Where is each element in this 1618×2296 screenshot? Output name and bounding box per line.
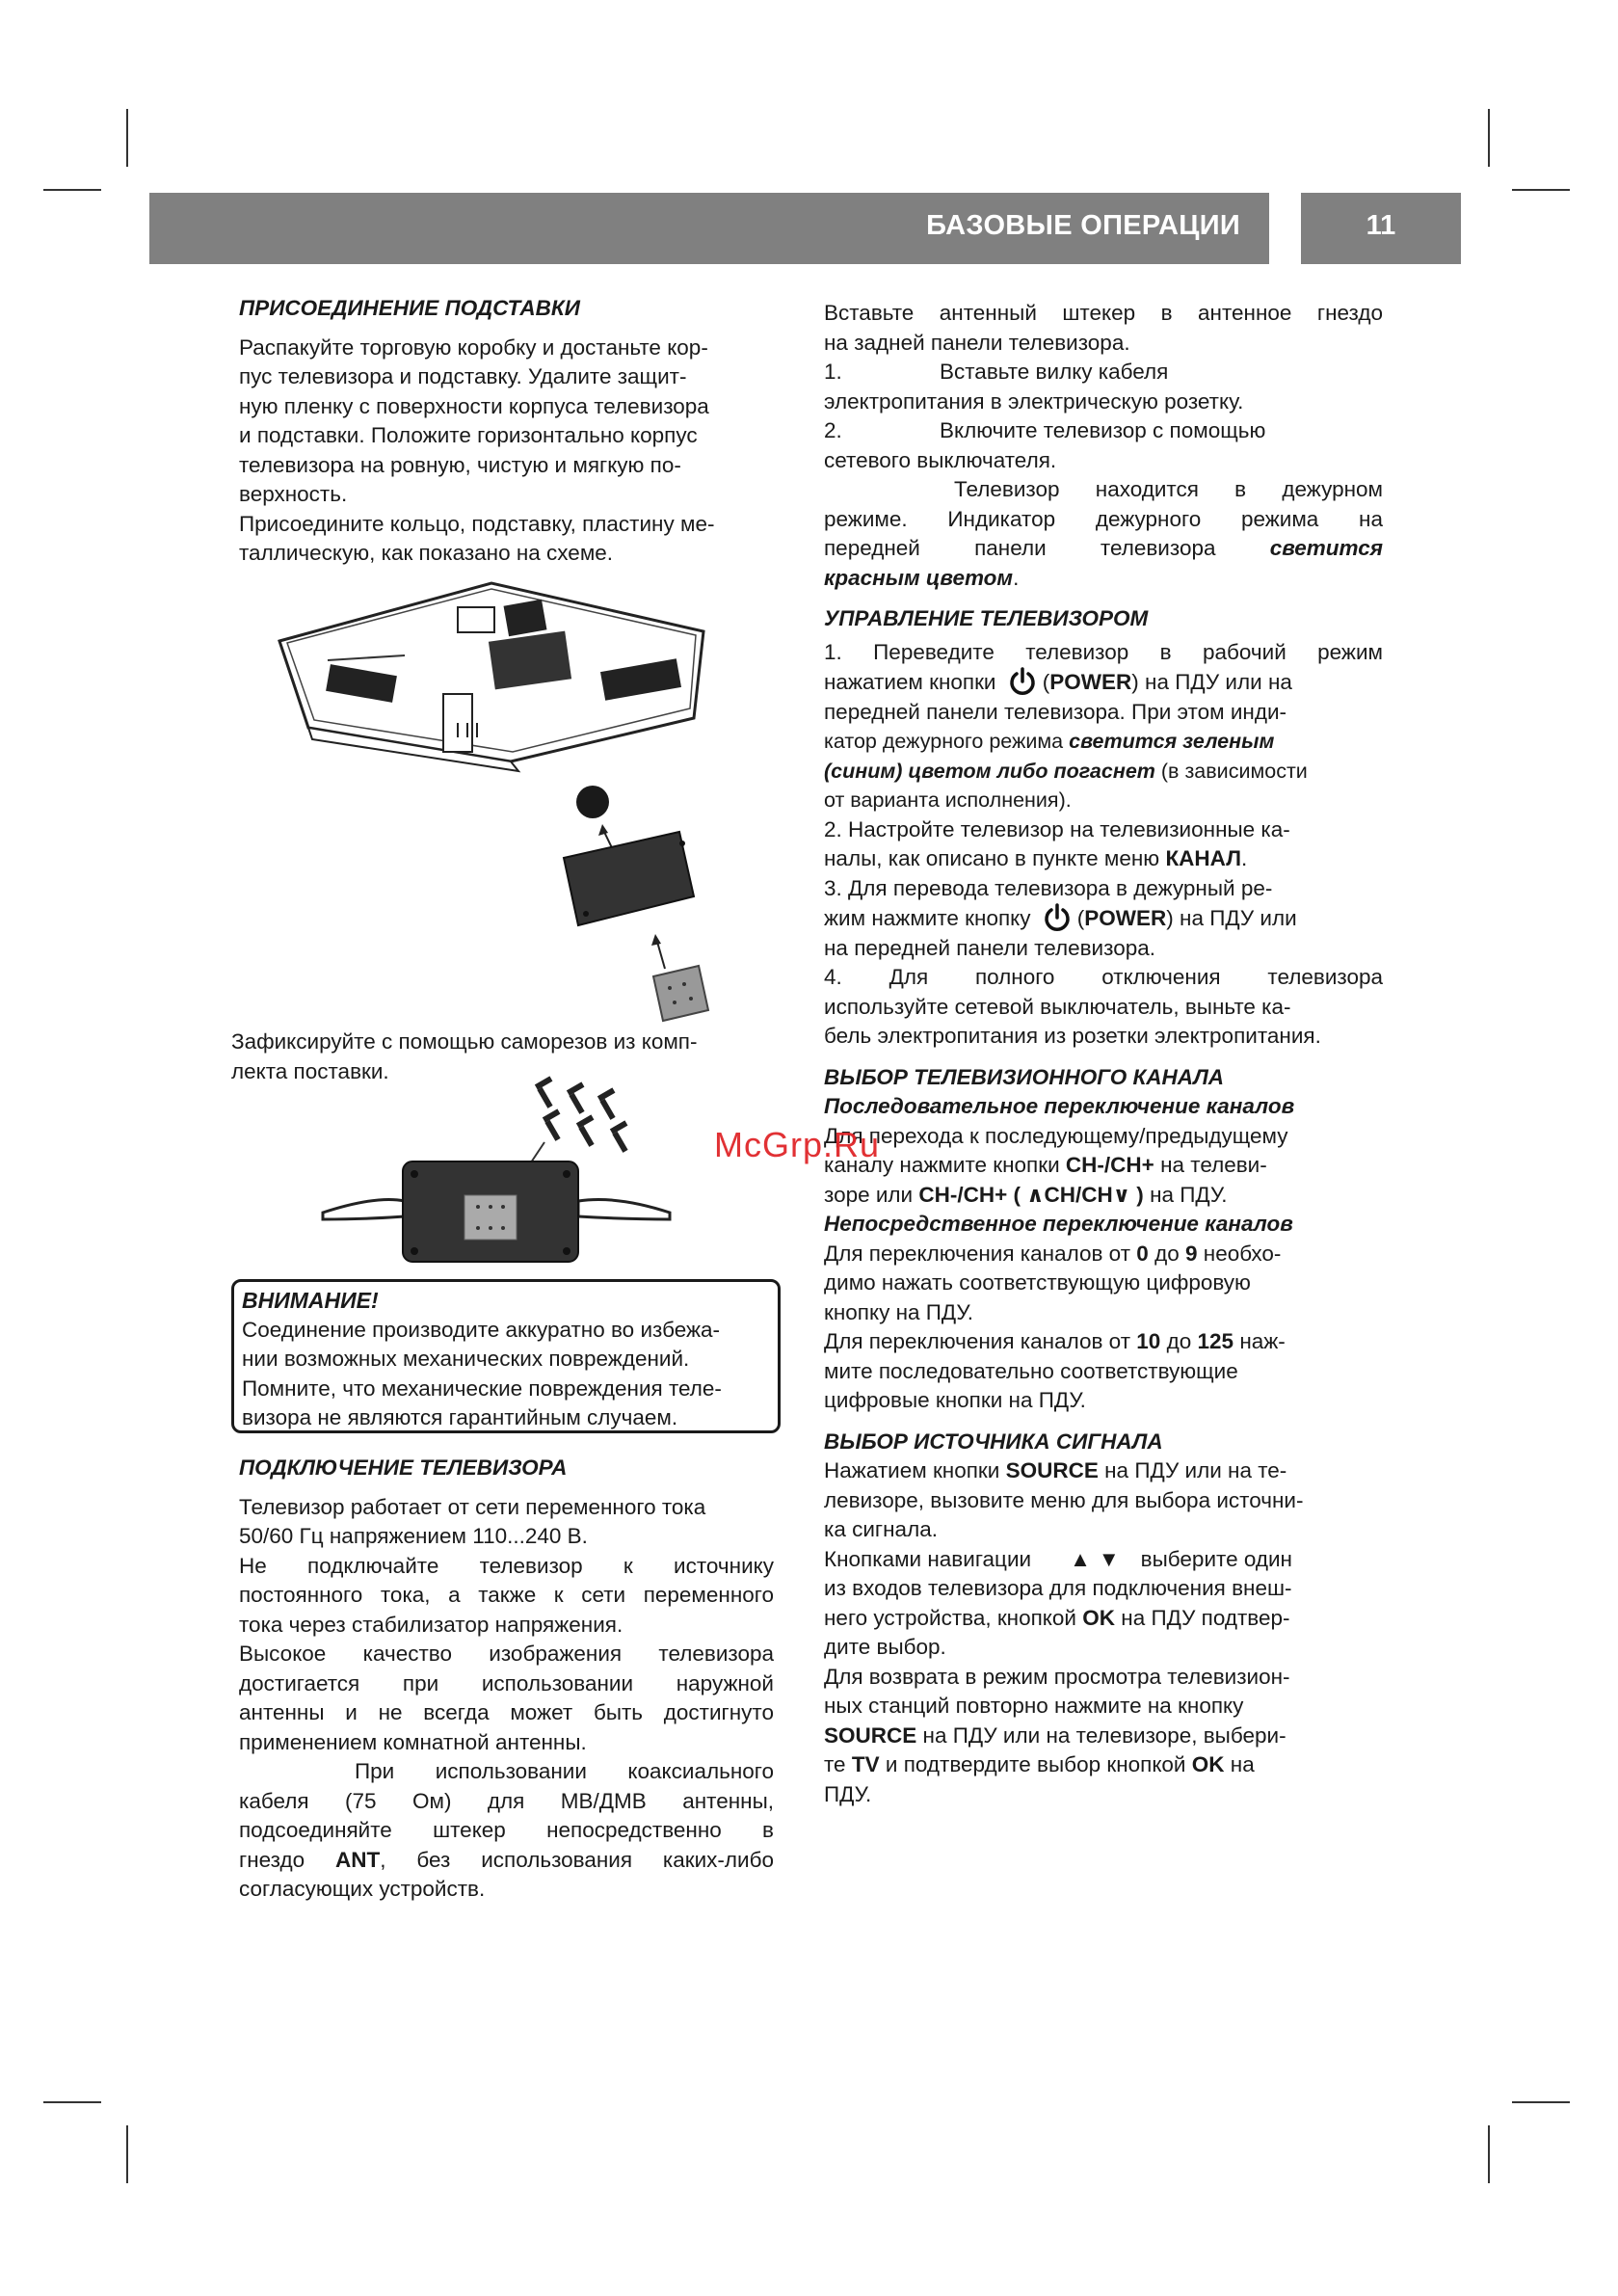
channel-heading: ВЫБОР ТЕЛЕВИЗИОННОГО КАНАЛА [824, 1064, 1225, 1089]
text-fragment: (в зависимости [1160, 759, 1308, 783]
source-button-label: SOURCE [824, 1722, 917, 1748]
text-line [239, 1846, 774, 1876]
text-line [824, 1545, 1383, 1575]
text-line: постоянного тока, а также к сети переменного [239, 1583, 774, 1607]
text-fragment: нажатием кнопки [824, 670, 996, 694]
text-line: от варианта исполнения). [824, 788, 1072, 812]
text-line: Распакуйте торговую коробку и достаньте кор- [239, 334, 708, 360]
text-line: электропитания в электрическую розетку. [824, 388, 1244, 414]
text-line: ных станций повторно нажмите на кнопку [824, 1694, 1244, 1718]
step-number: 2. [824, 418, 842, 442]
text-line: тока через стабилизатор напряжения. [239, 1612, 623, 1637]
text-line: Для возврата в режим просмотра телевизион- [824, 1664, 1290, 1689]
text-fragment: на ПДУ или на те- [1104, 1458, 1287, 1482]
text-line: режиме. Индикатор дежурного режима на [824, 506, 1383, 531]
text-line: на задней панели телевизора. [824, 330, 1130, 355]
ok-button-label: OK [1191, 1752, 1225, 1776]
text-fragment: Для переключения каналов от [824, 1329, 1131, 1353]
stand-assembly-diagram [270, 564, 732, 1046]
number-label: 9 [1184, 1241, 1198, 1266]
power-button-label: POWER [1084, 906, 1167, 930]
source-heading: ВЫБОР ИСТОЧНИКА СИГНАЛА [824, 1428, 1163, 1454]
text-fragment: Включите телевизор с помощью [940, 418, 1266, 442]
section-title: БАЗОВЫЕ ОПЕРАЦИИ [926, 210, 1240, 241]
text-line: 1. Переведите телевизор в рабочий режим [824, 639, 1383, 664]
section-header-bar [149, 193, 1269, 264]
text-line: 50/60 Гц напряжением 110...240 В. [239, 1524, 588, 1548]
text-line: лекта поставки. [231, 1058, 389, 1083]
text-fragment: на телеви- [1160, 1153, 1267, 1177]
emphasis-text: светится зеленым [1069, 730, 1275, 753]
text-line [824, 1456, 1383, 1486]
menu-item-label: КАНАЛ [1165, 846, 1241, 870]
source-button-label: SOURCE [1005, 1458, 1099, 1482]
stand-section [239, 294, 779, 569]
connect-heading: ПОДКЛЮЧЕНИЕ ТЕЛЕВИЗОРА [239, 1455, 568, 1480]
channel-buttons-label: CH-/CH+ ( ∧CH/CH∨ ) [918, 1182, 1144, 1207]
text-line: бель электропитания из розетки электропитания. [824, 1024, 1321, 1048]
text-line [824, 534, 1383, 564]
text-fragment: зоре или [824, 1182, 914, 1207]
text-line [824, 1151, 1383, 1181]
crop-mark [1512, 189, 1570, 191]
crop-mark [126, 2125, 128, 2183]
text-line [824, 1327, 1383, 1357]
number-label: 10 [1136, 1329, 1161, 1353]
number-label: 125 [1197, 1329, 1234, 1353]
text-line [824, 844, 1383, 874]
text-fragment: Нажатием кнопки [824, 1458, 1000, 1482]
warning-title: ВНИМАНИЕ! [242, 1288, 379, 1313]
text-line: димо нажать соответствующую цифровую [824, 1270, 1251, 1295]
text-line: Вставьте антенный штекер в антенное гнездо [824, 301, 1383, 325]
text-line: Высокое качество изображения телевизора [239, 1642, 774, 1666]
text-line: Телевизор находится в дежурном [954, 477, 1383, 501]
text-line: Зафиксируйте с помощью саморезов из комп- [231, 1029, 698, 1054]
text-fragment: выберите один [1140, 1546, 1292, 1571]
text-fragment: необхо- [1203, 1241, 1282, 1266]
subheading: Последовательное переключение каналов [824, 1094, 1295, 1118]
power-button-label: POWER [1049, 670, 1132, 694]
text-line [824, 1750, 1383, 1780]
channel-buttons-label: CH-/CH+ [1065, 1153, 1154, 1177]
text-fragment: , без использования каких-либо [380, 1847, 774, 1872]
text-fragment: налы, как описано в пункте меню [824, 846, 1160, 870]
text-line: антенны и не всегда может быть достигнуто [239, 1700, 774, 1724]
power-icon [1041, 903, 1074, 932]
text-line: Телевизор работает от сети переменного тока [239, 1494, 706, 1519]
text-fragment: наж- [1239, 1329, 1286, 1353]
text-line [824, 1604, 1383, 1634]
text-line [824, 1240, 1383, 1269]
ok-button-label: OK [1082, 1605, 1115, 1630]
right-column [824, 299, 1383, 1809]
text-line: кнопку на ПДУ. [824, 1299, 973, 1324]
text-line: 3. Для перевода телевизора в дежурный ре- [824, 875, 1273, 900]
text-line: на передней панели телевизора. [824, 935, 1155, 960]
text-fragment: и подтвердите выбор кнопкой [885, 1752, 1186, 1776]
text-line [824, 727, 1383, 757]
text-line: дите выбор. [824, 1635, 946, 1659]
text-line: цифровые кнопки на ПДУ. [824, 1388, 1086, 1412]
watermark: McGrp.Ru [714, 1125, 881, 1164]
emphasis-text: (синим) цветом либо погаснет [824, 759, 1155, 783]
crop-mark [1488, 109, 1490, 167]
text-fragment: передней панели телевизора [824, 536, 1216, 560]
control-heading: УПРАВЛЕНИЕ ТЕЛЕВИЗОРОМ [824, 606, 1149, 630]
crop-mark [1512, 2101, 1570, 2103]
text-line: пус телевизора и подставку. Удалите защит- [239, 364, 687, 388]
text-line: согласующих устройств. [239, 1877, 486, 1901]
text-fragment: жим нажмите кнопку [824, 906, 1031, 930]
crop-mark [1488, 2125, 1490, 2183]
number-label: 0 [1136, 1241, 1149, 1266]
text-line: Присоедините кольцо, подставку, пластину ме- [239, 511, 715, 536]
text-fragment: ) на ПДУ или [1166, 906, 1297, 930]
text-fragment: Для переключения каналов от [824, 1241, 1131, 1266]
stand-heading: ПРИСОЕДИНЕНИЕ ПОДСТАВКИ [239, 296, 580, 320]
text-line: нии возможных механических повреждений. [242, 1347, 690, 1371]
text-line: левизоре, вызовите меню для выбора источни- [824, 1487, 1304, 1512]
warning-box [231, 1279, 781, 1433]
text-line: мите последовательно соответствующие [824, 1358, 1238, 1383]
text-fragment: на ПДУ подтвер- [1121, 1605, 1290, 1630]
screws-diagram [318, 1070, 675, 1268]
crop-mark [43, 189, 101, 191]
text-line [824, 757, 1383, 787]
power-icon [1006, 667, 1039, 696]
text-line: Не подключайте телевизор к источнику [239, 1553, 774, 1578]
text-fragment: . [1013, 565, 1020, 590]
text-line: сетевого выключателя. [824, 447, 1057, 472]
text-fragment: него устройства, кнопкой [824, 1605, 1076, 1630]
text-line: применением комнатной антенны. [239, 1729, 587, 1754]
text-line [824, 358, 1383, 387]
text-line: из входов телевизора для подключения внеш- [824, 1576, 1292, 1600]
text-fragment: на ПДУ. [1150, 1182, 1228, 1207]
text-line: жим нажмите кнопку (POWER) на ПДУ или [824, 903, 1383, 934]
ant-label: ANT [335, 1847, 381, 1872]
page-number-box [1301, 193, 1461, 264]
text-line: Помните, что механические повреждения теле- [242, 1375, 722, 1401]
text-fragment: ) на ПДУ или на [1131, 670, 1292, 694]
text-line [824, 416, 1383, 446]
text-line: Для перехода к последующему/предыдущему [824, 1123, 1288, 1148]
text-fragment: до [1154, 1241, 1180, 1266]
text-line: и подставки. Положите горизонтально корпус [239, 423, 698, 447]
subheading: Непосредственное переключение каналов [824, 1212, 1293, 1236]
text-fragment: на ПДУ или на телевизоре, выбери- [922, 1722, 1286, 1748]
crop-mark [126, 109, 128, 167]
step-number: 1. [824, 360, 842, 384]
text-fragment: Кнопками навигации [824, 1546, 1032, 1571]
text-line: таллическую, как показано на схеме. [239, 541, 614, 565]
text-line: Соединение производите аккуратно во избежа- [242, 1317, 721, 1342]
text-line: 4. Для полного отключения телевизора [824, 965, 1383, 989]
text-line: ка сигнала. [824, 1517, 938, 1541]
text-line: 2. Настройте телевизор на телевизионные ка- [824, 816, 1290, 841]
text-fragment: каналу нажмите кнопки [824, 1153, 1060, 1177]
text-fragment: . [1240, 846, 1248, 870]
text-line: нажатием кнопки (POWER) на ПДУ или на [824, 667, 1383, 698]
emphasis-text: красным цветом [824, 565, 1014, 590]
tv-label: TV [851, 1752, 880, 1776]
text-line: кабеля (75 Ом) для МВ/ДМВ антенны, [239, 1788, 774, 1813]
text-line: передней панели телевизора. При этом инди- [824, 699, 1287, 724]
text-fragment: Вставьте вилку кабеля [940, 360, 1169, 384]
text-fragment: гнездо [239, 1847, 305, 1872]
text-line [824, 564, 1383, 594]
connect-section [239, 1454, 774, 1905]
text-fragment: на [1230, 1752, 1255, 1776]
crop-mark [43, 2101, 101, 2103]
text-fragment: катор дежурного режима [824, 730, 1064, 753]
text-line: ную пленку с поверхности корпуса телевизора [239, 393, 709, 418]
text-line: верхность. [239, 482, 348, 506]
text-line: используйте сетевой выключатель, выньте ка- [824, 994, 1291, 1019]
emphasis-text: светится [1269, 536, 1383, 560]
text-line: телевизора на ровную, чистую и мягкую по- [239, 452, 681, 477]
text-fragment: те [824, 1752, 846, 1776]
text-line [824, 1722, 1383, 1751]
text-line: достигается при использовании наружной [239, 1670, 774, 1695]
text-line: При использовании коаксиального [355, 1759, 774, 1783]
text-line: подсоединяйте штекер непосредственно в [239, 1818, 774, 1842]
text-fragment: до [1166, 1329, 1192, 1353]
text-line: визора не являются гарантийным случаем. [242, 1405, 678, 1429]
page-number: 11 [1366, 210, 1396, 241]
nav-arrows-icon: ▲▼ [1070, 1546, 1127, 1571]
text-line: ПДУ. [824, 1781, 872, 1806]
text-line [824, 1181, 1383, 1211]
